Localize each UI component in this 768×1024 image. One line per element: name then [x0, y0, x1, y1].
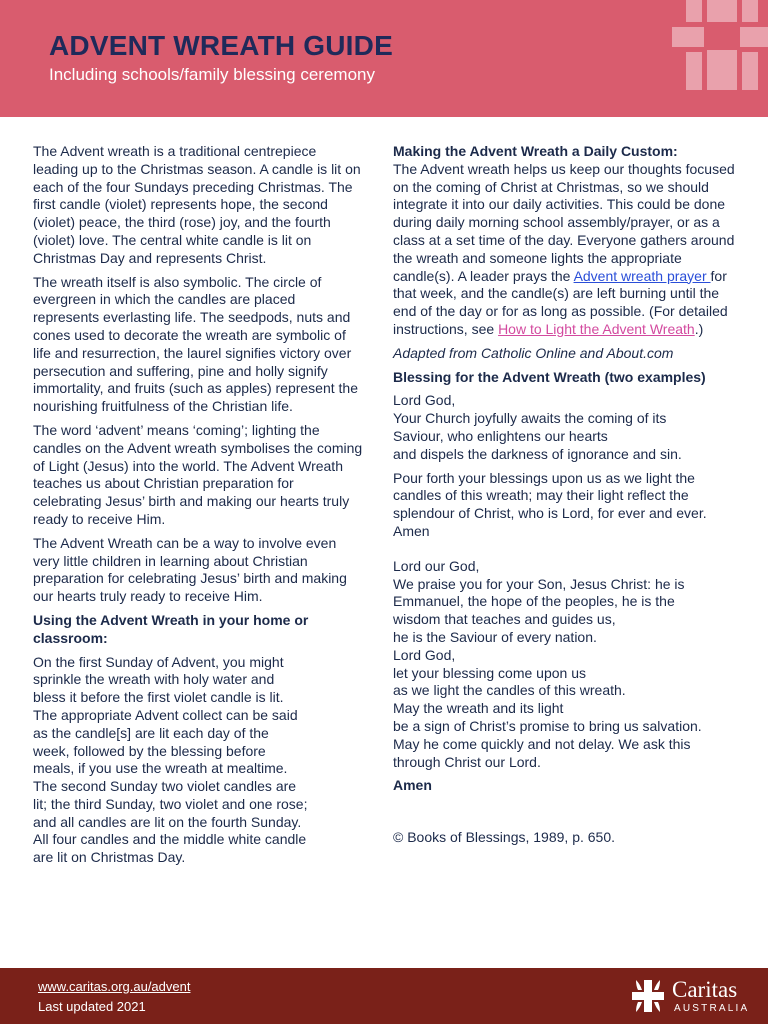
text-line: We praise you for your Son, Jesus Christ: he is	[393, 575, 685, 592]
text-line: let your blessing come upon us	[393, 664, 586, 681]
caritas-flame-cross-icon	[630, 978, 666, 1014]
page-footer	[0, 968, 768, 1024]
text-line: lit; the third Sunday, two violet and one rose;	[33, 795, 308, 812]
page-title: ADVENT WREATH GUIDE	[49, 30, 393, 61]
prayer-one-blessing: Pour forth your blessings upon us as we light the candles of this wreath; may their light reflect the splendour of Christ, who is Lord, for ever and ever.	[393, 469, 707, 522]
left-column	[33, 143, 363, 867]
using-wreath-heading: Using the Advent Wreath in your home or classroom:	[33, 611, 309, 646]
advent-wreath-prayer-link[interactable]: Advent wreath prayer	[573, 267, 711, 284]
text-line: Lord God,	[393, 392, 456, 409]
logo-country: AUSTRALIA	[674, 1003, 750, 1014]
how-to-light-link[interactable]: How to Light the Advent Wreath	[498, 320, 695, 337]
daily-custom-paragraph	[393, 161, 741, 339]
text-line: as we light the candles of this wreath.	[393, 682, 626, 699]
spacer	[393, 541, 741, 558]
daily-text: The Advent wreath helps us keep our thoughts focused on the coming of Christ at Christmas, so we should integrate it into our daily activities. This could be done during daily morning school assembly/prayer, or as a class at a set time of the day. Everyone gathers around the wreath and someone lights the appropriate candle(s). A leader prays the	[393, 160, 735, 284]
daily-text: for that week, and the candle(s) are left burning until the end of the day or for as long as possible. (For detailed instructions, see	[393, 267, 728, 337]
copyright-note: © Books of Blessings, 1989, p. 650.	[393, 829, 616, 846]
prayer-one-amen: Amen	[393, 522, 430, 539]
text-line: May he come quickly and not delay. We ask this	[393, 735, 691, 752]
logo-name: Caritas	[672, 977, 738, 1002]
text-line: and all candles are lit on the fourth Sunday.	[33, 813, 302, 830]
text-line: Lord our God,	[393, 557, 480, 574]
text-line: through Christ our Lord.	[393, 753, 541, 770]
text-line: be a sign of Christ’s promise to bring us salvation.	[393, 717, 702, 734]
daily-text: .)	[694, 320, 704, 337]
adapted-from-note: Adapted from Catholic Online and About.com	[393, 344, 674, 361]
text-line: are lit on Christmas Day.	[33, 849, 186, 866]
text-line: as the candle[s] are lit each day of the	[33, 724, 269, 741]
text-line: Saviour, who enlightens our hearts	[393, 427, 608, 444]
text-line: Your Church joyfully awaits the coming of its	[393, 410, 667, 427]
text-line: Emmanuel, the hope of the peoples, he is the	[393, 593, 675, 610]
daily-custom-heading: Making the Advent Wreath a Daily Custom:	[393, 143, 678, 159]
text-line: On the first Sunday of Advent, you might	[33, 653, 284, 670]
caritas-cross-icon	[672, 0, 768, 90]
using-wreath-text	[33, 654, 363, 868]
caritas-advent-link[interactable]: www.caritas.org.au/advent	[38, 979, 191, 994]
text-line: May the wreath and its light	[393, 700, 564, 717]
text-line: The second Sunday two violet candles are	[33, 778, 297, 795]
spacer	[393, 795, 741, 829]
prayer-two	[393, 558, 741, 772]
page-subtitle: Including schools/family blessing ceremony	[49, 65, 375, 84]
intro-paragraph: The Advent wreath is a traditional centrepiece leading up to the Christmas season. A candle is lit on each of the four Sundays preceding Christmas. The first candle (violet) represents hope, the second (violet) peace, the third (rose) joy, and the fourth (violet) love. The central white candle is lit on Christmas Day and represents Christ.	[33, 143, 361, 266]
text-line: he is the Saviour of every nation.	[393, 628, 597, 645]
text-line: and dispels the darkness of ignorance and sin.	[393, 445, 682, 462]
intro-paragraph: The word ‘advent’ means ‘coming’; lighting the candles on the Advent wreath symbolises the coming of Light (Jesus) into the world. The Advent Wreath teaches us about Christian preparation for celebrating Jesus’ birth and making our hearts truly ready to receive Him.	[33, 421, 363, 527]
prayer-one	[393, 392, 741, 463]
text-line: meals, if you use the wreath at mealtime.	[33, 760, 288, 777]
page-header	[0, 0, 768, 117]
text-line: sprinkle the wreath with holy water and	[33, 671, 275, 688]
last-updated: Last updated 2021	[38, 999, 146, 1014]
text-line: Lord God,	[393, 646, 456, 663]
right-column	[393, 143, 741, 847]
text-line: bless it before the first violet candle is lit.	[33, 689, 284, 706]
blessing-heading: Blessing for the Advent Wreath (two examples)	[393, 368, 706, 385]
intro-paragraph: The Advent Wreath can be a way to involve even very little children in learning about Christian preparation for celebrating Jesus’ birth and making our hearts truly ready to receive Him.	[33, 534, 347, 605]
caritas-logo	[630, 976, 760, 1018]
intro-paragraph: The wreath itself is also symbolic. The circle of evergreen in which the candles are placed represents everlasting life. The seedpods, nuts and cones used to decorate the wreath are symbolic of life and resurrection, the laurel signifies victory over persecution and suffering, pine and holly signify immortality, and fruits (such as apples) represent the nourishing fruitfulness of the Christian life.	[33, 273, 358, 415]
text-line: week, followed by the blessing before	[33, 742, 266, 759]
text-line: wisdom that teaches and guides us,	[393, 611, 616, 628]
prayer-two-amen: Amen	[393, 777, 432, 794]
text-line: All four candles and the middle white candle	[33, 831, 307, 848]
text-line: The appropriate Advent collect can be said	[33, 706, 298, 723]
